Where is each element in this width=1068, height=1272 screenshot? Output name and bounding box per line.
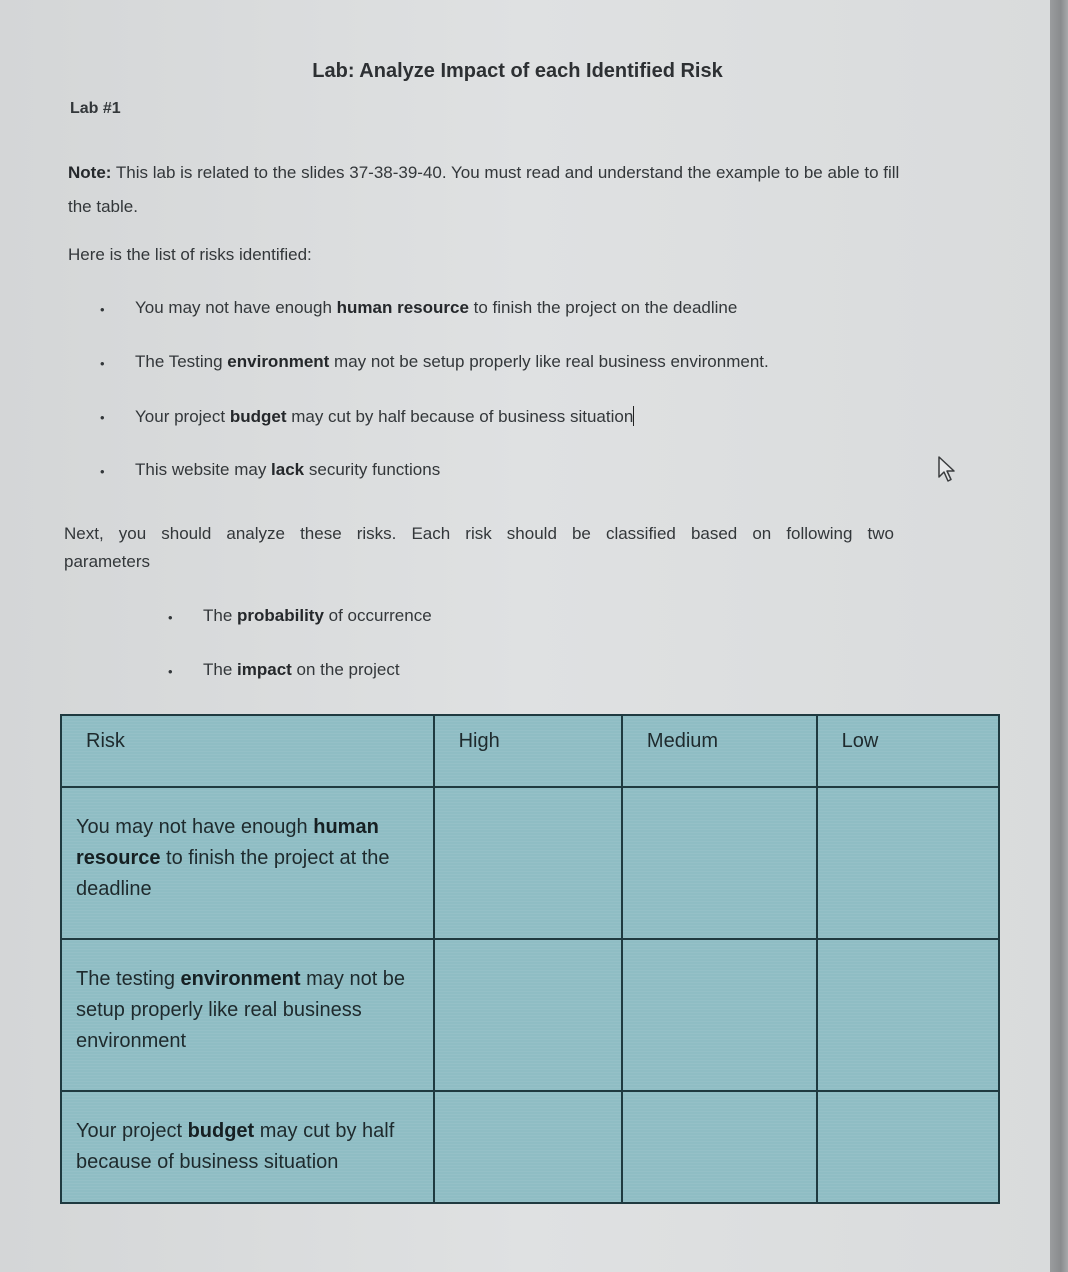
risk-classification-table [60, 714, 1000, 1204]
table-row [61, 939, 999, 1091]
medium-cell[interactable] [622, 1091, 817, 1203]
document-title: Lab: Analyze Impact of each Identified Risk [312, 60, 723, 82]
note-label: Note: [68, 163, 112, 182]
text-caret [633, 406, 634, 426]
header-low: Low [817, 715, 999, 787]
low-cell[interactable] [817, 787, 999, 939]
table-row [61, 1091, 999, 1203]
table-header-row [61, 715, 999, 787]
high-cell[interactable] [434, 1091, 622, 1203]
low-cell[interactable] [817, 1091, 999, 1203]
header-medium: Medium [622, 715, 817, 787]
bullet-icon: • [168, 610, 173, 625]
header-high: High [434, 715, 622, 787]
bullet-icon: • [168, 664, 173, 679]
header-risk: Risk [61, 715, 434, 787]
low-cell[interactable] [817, 939, 999, 1091]
parameter-text: The probability of occurrence [203, 606, 432, 625]
risk-text: You may not have enough human resource to finish the project on the deadline [135, 298, 738, 317]
note-paragraph [68, 156, 908, 224]
risk-list [100, 298, 900, 514]
lab-number: Lab #1 [70, 100, 121, 117]
note-text: This lab is related to the slides 37-38-39-40. You must read and understand the example to be able to fill the table. [68, 163, 900, 216]
risk-text: This website may lack security functions [135, 460, 441, 479]
high-cell[interactable] [434, 787, 622, 939]
risk-cell: You may not have enough human resource to finish the project at the deadline [61, 787, 434, 939]
high-cell[interactable] [434, 939, 622, 1091]
mouse-pointer-icon [936, 455, 960, 485]
analysis-intro-continued: parameters [64, 552, 150, 571]
bullet-icon: • [100, 410, 105, 425]
risk-text[interactable]: Your project budget may cut by half because of business situation [135, 407, 634, 426]
risk-list-item [100, 298, 900, 352]
risk-list-item [100, 352, 900, 406]
parameter-text: The impact on the project [203, 660, 400, 679]
bullet-icon: • [100, 302, 105, 317]
bullet-icon: • [100, 464, 105, 479]
medium-cell[interactable] [622, 787, 817, 939]
risk-list-item [100, 460, 900, 514]
bullet-icon: • [100, 356, 105, 371]
risk-cell: The testing environment may not be setup properly like real business environment [61, 939, 434, 1091]
risk-cell: Your project budget may cut by half because of business situation [61, 1091, 434, 1203]
risk-text: The Testing environment may not be setup properly like real business environment. [135, 352, 769, 371]
risk-list-intro: Here is the list of risks identified: [68, 245, 312, 264]
monitor-edge [1050, 0, 1068, 1272]
medium-cell[interactable] [622, 939, 817, 1091]
analysis-intro: Next, you should analyze these risks. Each risk should be classified based on following two [64, 524, 894, 543]
risk-list-item [100, 406, 900, 460]
table-row [61, 787, 999, 939]
